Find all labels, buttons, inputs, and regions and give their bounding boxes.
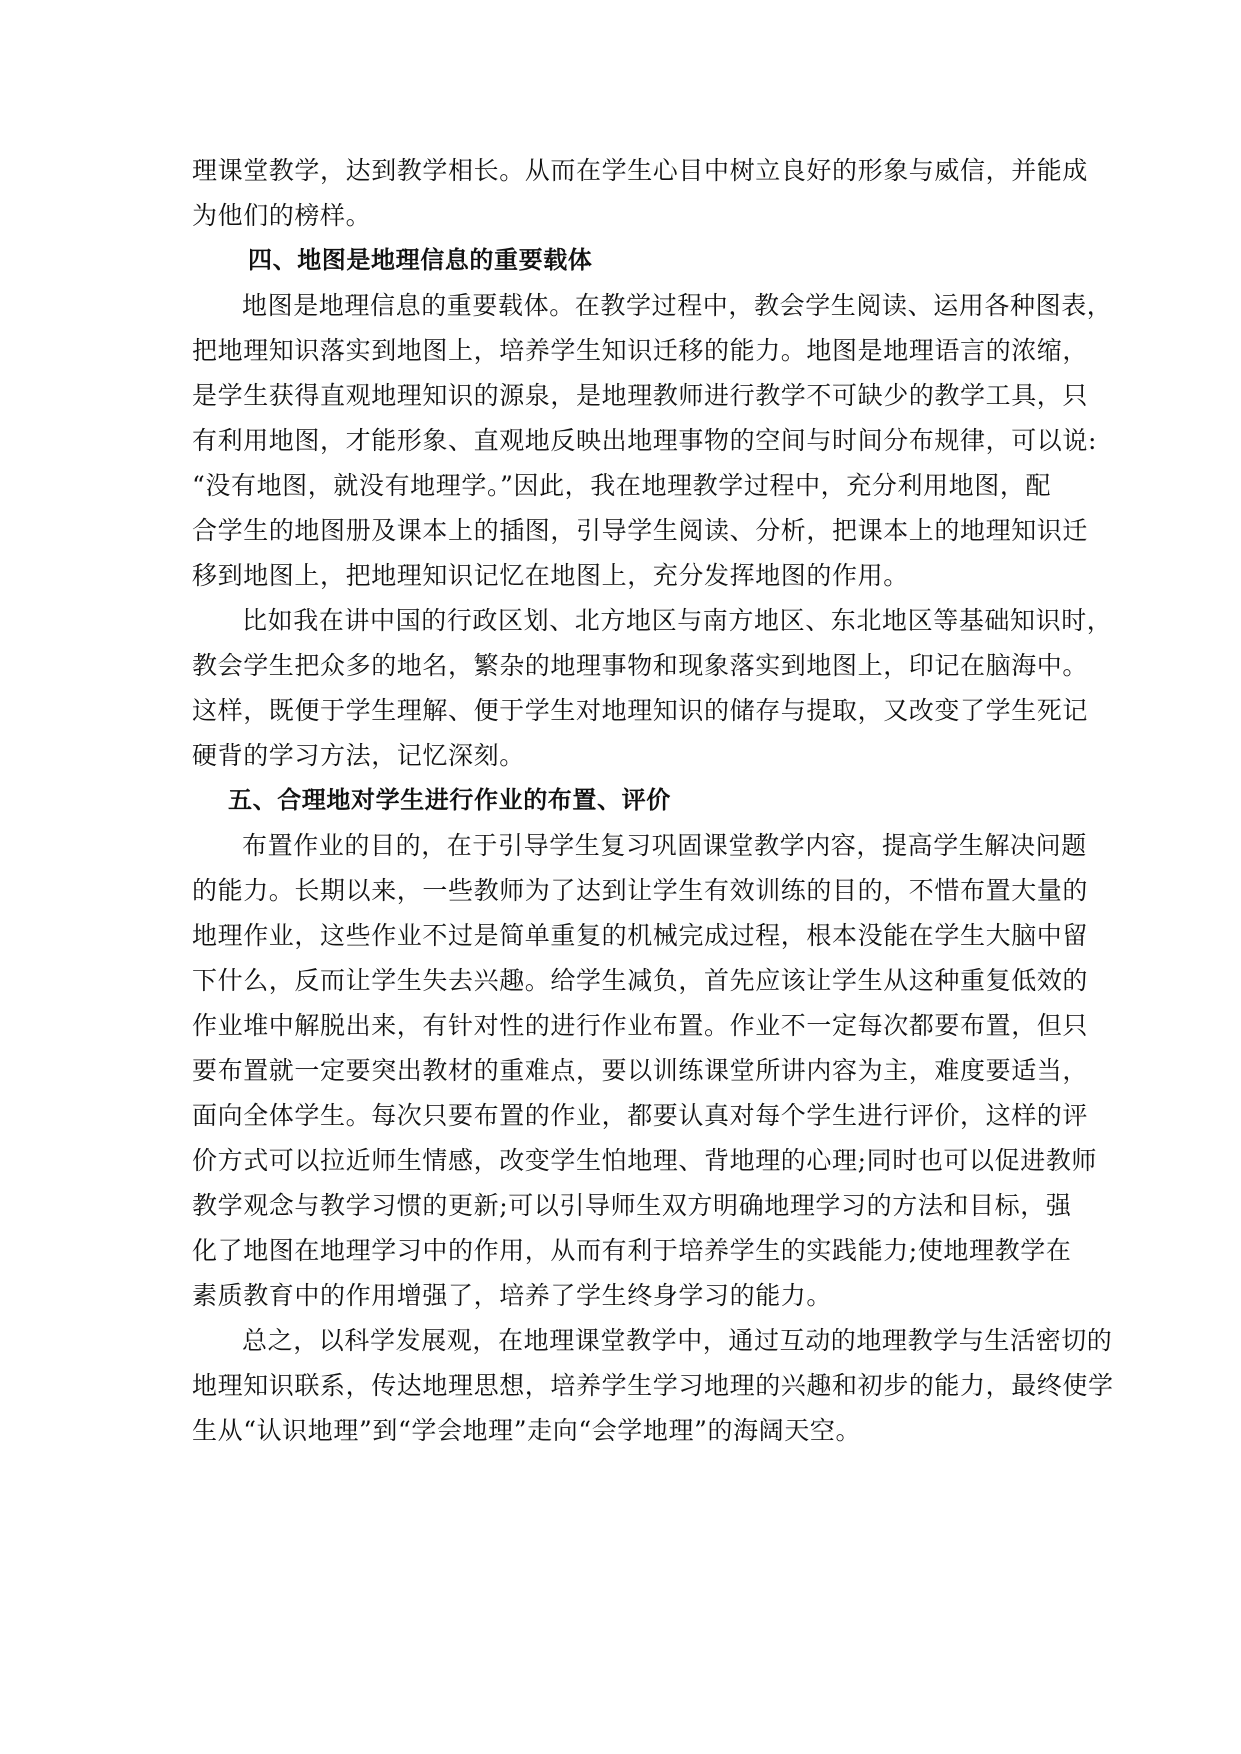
text-line: 总之，以科学发展观，在地理课堂教学中，通过互动的地理教学与生活密切的: [242, 1326, 1113, 1355]
text-line: 地理作业，这些作业不过是简单重复的机械完成过程，根本没能在学生大脑中留: [192, 921, 1089, 950]
text-line: 地图是地理信息的重要载体。在教学过程中，教会学生阅读、运用各种图表，: [242, 291, 1113, 320]
paragraph-conclusion: [192, 1318, 1114, 1453]
text-line: 移到地图上，把地理知识记忆在地图上，充分发挥地图的作用。: [192, 561, 909, 590]
document-page: [192, 148, 1114, 1453]
text-line: 地理知识联系，传达地理思想，培养学生学习地理的兴趣和初步的能力，最终使学: [192, 1371, 1114, 1400]
text-line: 生从“认识地理”到“学会地理”走向“会学地理”的海阔天空。: [192, 1416, 862, 1445]
text-line: 为他们的榜样。: [192, 201, 372, 230]
text-line: 比如我在讲中国的行政区划、北方地区与南方地区、东北地区等基础知识时，: [242, 606, 1113, 635]
text-line: 教会学生把众多的地名，繁杂的地理事物和现象落实到地图上，印记在脑海中。: [192, 651, 1089, 680]
text-line: 素质教育中的作用增强了，培养了学生终身学习的能力。: [192, 1281, 833, 1310]
text-line: 下什么，反而让学生失去兴趣。给学生减负，首先应该让学生从这种重复低效的: [192, 966, 1089, 995]
text-line: 作业堆中解脱出来，有针对性的进行作业布置。作业不一定每次都要布置，但只: [192, 1011, 1089, 1040]
text-line: 布置作业的目的，在于引导学生复习巩固课堂教学内容，提高学生解决问题: [242, 831, 1087, 860]
text-line: 是学生获得直观地理知识的源泉，是地理教师进行教学不可缺少的教学工具，只: [192, 381, 1089, 410]
text-line: “没有地图，就没有地理学。”因此，我在地理教学过程中，充分利用地图，配: [192, 471, 1052, 500]
text-line: 理课堂教学，达到教学相长。从而在学生心目中树立良好的形象与威信，并能成: [192, 156, 1089, 185]
text-line: 面向全体学生。每次只要布置的作业，都要认真对每个学生进行评价，这样的评: [192, 1101, 1089, 1130]
text-line: 硬背的学习方法，记忆深刻。: [192, 741, 525, 770]
section-heading-5: 五、合理地对学生进行作业的布置、评价: [228, 786, 671, 814]
paragraph-intro: [192, 148, 1089, 238]
text-line: 价方式可以拉近师生情感，改变学生怕地理、背地理的心理;同时也可以促进教师: [192, 1146, 1098, 1175]
paragraph-map: [192, 283, 1113, 598]
text-line: 合学生的地图册及课本上的插图，引导学生阅读、分析，把课本上的地理知识迁: [192, 516, 1089, 545]
text-line: 教学观念与教学习惯的更新;可以引导师生双方明确地理学习的方法和目标，强: [192, 1191, 1072, 1220]
text-line: 这样，既便于学生理解、便于学生对地理知识的储存与提取，又改变了学生死记: [192, 696, 1089, 725]
paragraph-homework: [192, 823, 1098, 1318]
section-heading-4: 四、地图是地理信息的重要载体: [248, 246, 593, 274]
text-line: 把地理知识落实到地图上，培养学生知识迁移的能力。地图是地理语言的浓缩，: [192, 336, 1089, 365]
text-line: 有利用地图，才能形象、直观地反映出地理事物的空间与时间分布规律，可以说:: [192, 426, 1098, 455]
text-line: 的能力。长期以来，一些教师为了达到让学生有效训练的目的，不惜布置大量的: [192, 876, 1089, 905]
text-line: 要布置就一定要突出教材的重难点，要以训练课堂所讲内容为主，难度要适当，: [192, 1056, 1089, 1085]
paragraph-example: [192, 598, 1113, 778]
text-line: 化了地图在地理学习中的作用，从而有利于培养学生的实践能力;使地理教学在: [192, 1236, 1072, 1265]
